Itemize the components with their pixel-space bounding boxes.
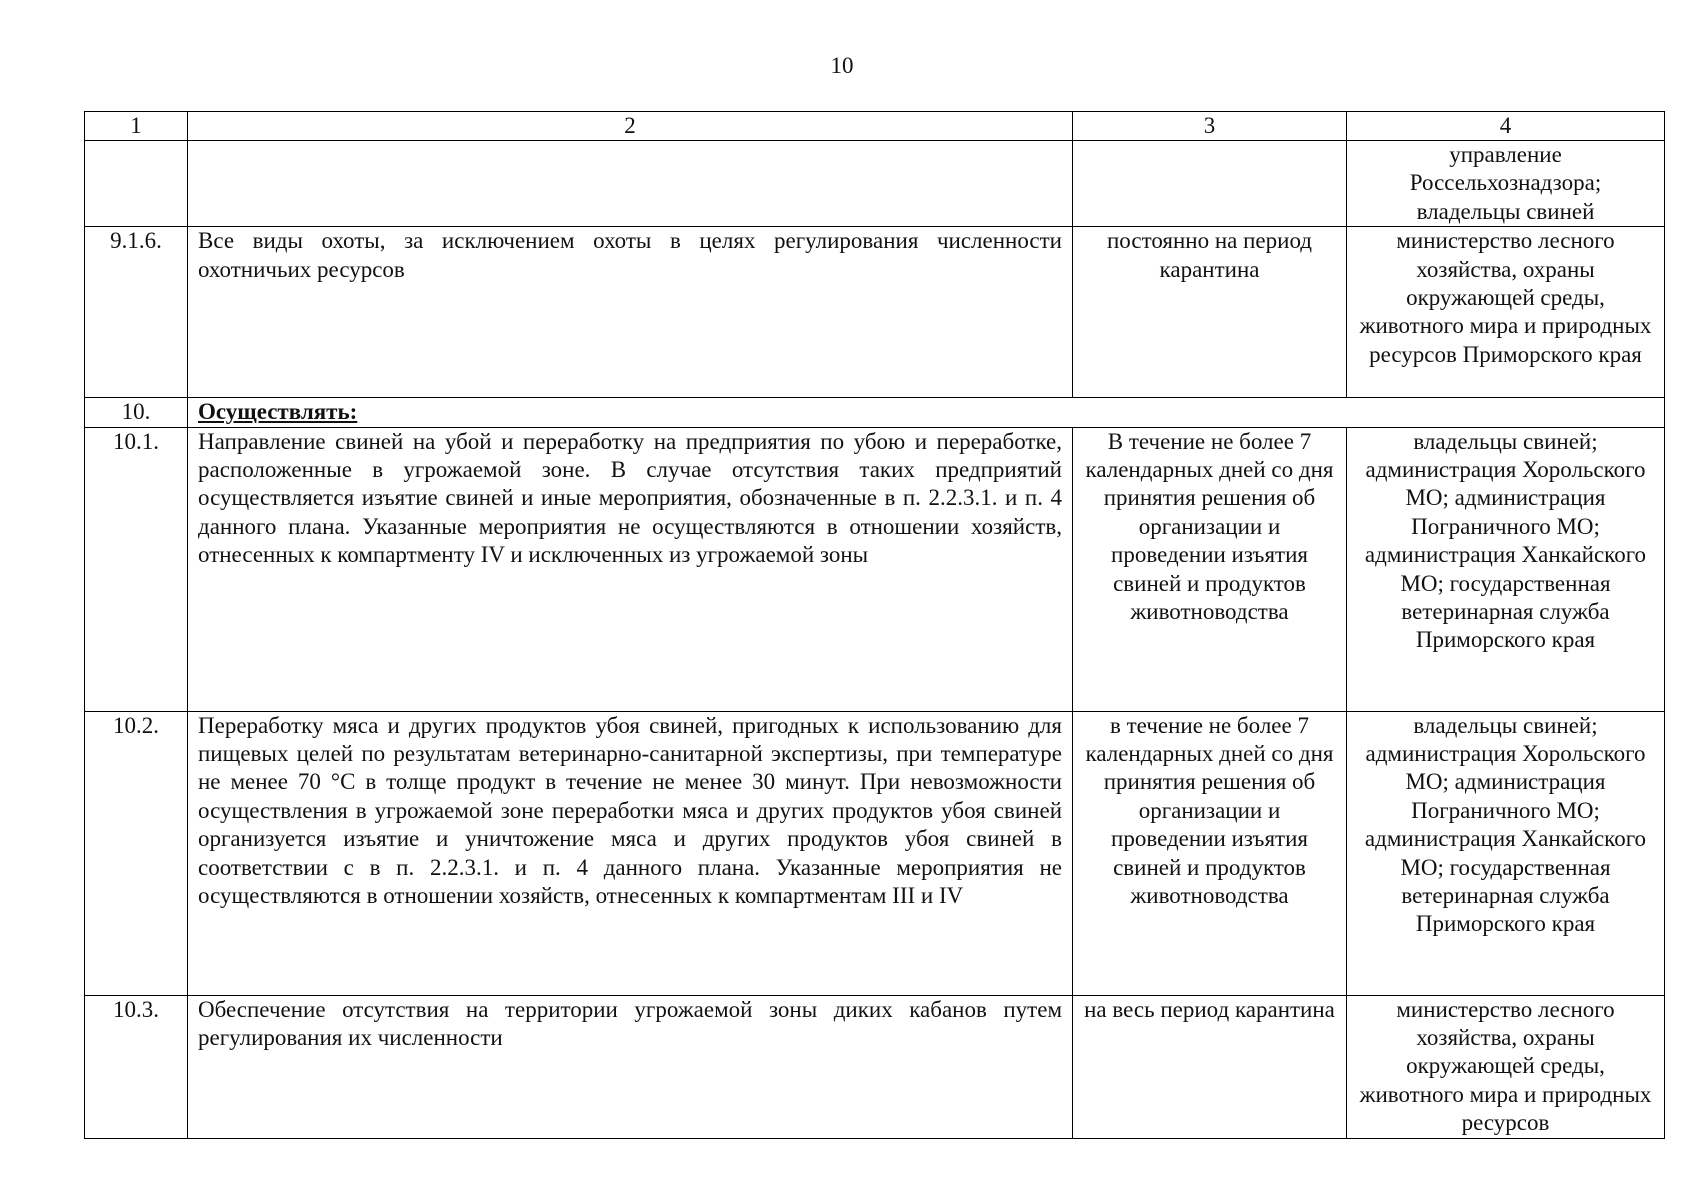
table-header-row (85, 112, 1665, 141)
measure-period (1073, 141, 1347, 227)
responsible-party: министерство лесного хозяйства, охраны окружающей среды, животного мира и природных ресурсов (1347, 995, 1665, 1138)
table-row (85, 141, 1665, 227)
item-number: 10.3. (85, 995, 188, 1138)
measure-text (188, 141, 1073, 227)
item-number: 10.2. (85, 711, 188, 995)
item-number: 10.1. (85, 427, 188, 711)
column-header: 3 (1073, 112, 1347, 141)
table-row (85, 427, 1665, 711)
measures-table (84, 111, 1665, 1139)
measure-period: в течение не более 7 календарных дней со дня принятия решения об организации и проведении изъятия свиней и продуктов животноводства (1073, 711, 1347, 995)
table-row (85, 711, 1665, 995)
section-number: 10. (85, 398, 188, 427)
measure-period: В течение не более 7 календарных дней со дня принятия решения об организации и проведении изъятия свиней и продуктов животноводства (1073, 427, 1347, 711)
table-row (85, 227, 1665, 398)
column-header: 1 (85, 112, 188, 141)
responsible-party: министерство лесного хозяйства, охраны окружающей среды, животного мира и природных ресурсов Приморского края (1347, 227, 1665, 398)
responsible-party: владельцы свиней; администрация Хорольского МО; администрация Пограничного МО; администрация Ханкайского МО; государственная ветеринарная служба Приморского края (1347, 711, 1665, 995)
measure-text: Обеспечение отсутствия на территории угрожаемой зоны диких кабанов путем регулирования их численности (188, 995, 1073, 1138)
column-header: 2 (188, 112, 1073, 141)
section-row (85, 398, 1665, 427)
page-number: 10 (830, 53, 854, 78)
item-number: 9.1.6. (85, 227, 188, 398)
measure-text: Переработку мяса и других продуктов убоя свиней, пригодных к использованию для пищевых целей по результатам ветеринарно-санитарной экспертизы, при температуре не менее 70 °С в толще продукт в течение не менее 30 минут. При невозможности осуществления в угрожаемой зоне переработки мяса и других продуктов убоя свиней организуется изъятие и уничтожение мяса и других продуктов убоя свиней в соответствии с в п. 2.2.3.1. и п. 4 данного плана. Указанные мероприятия не осуществляются в отношении хозяйств, отнесенных к компартментам III и IV (188, 711, 1073, 995)
measure-period: постоянно на период карантина (1073, 227, 1347, 398)
section-title: Осуществлять: (188, 398, 1665, 427)
item-number (85, 141, 188, 227)
column-header: 4 (1347, 112, 1665, 141)
responsible-party: управление Россельхознадзора; владельцы свиней (1347, 141, 1665, 227)
responsible-party: владельцы свиней; администрация Хорольского МО; администрация Пограничного МО; администрация Ханкайского МО; государственная ветеринарная служба Приморского края (1347, 427, 1665, 711)
measure-text: Все виды охоты, за исключением охоты в целях регулирования численности охотничьих ресурсов (188, 227, 1073, 398)
table-row (85, 995, 1665, 1138)
measure-period: на весь период карантина (1073, 995, 1347, 1138)
measure-text: Направление свиней на убой и переработку на предприятия по убою и переработке, расположенные в угрожаемой зоне. В случае отсутствия таких предприятий осуществляется изъятие свиней и иные мероприятия, обозначенные в п. 2.2.3.1. и п. 4 данного плана. Указанные мероприятия не осуществляются в отношении хозяйств, отнесенных к компартменту IV и исключенных из угрожаемой зоны (188, 427, 1073, 711)
